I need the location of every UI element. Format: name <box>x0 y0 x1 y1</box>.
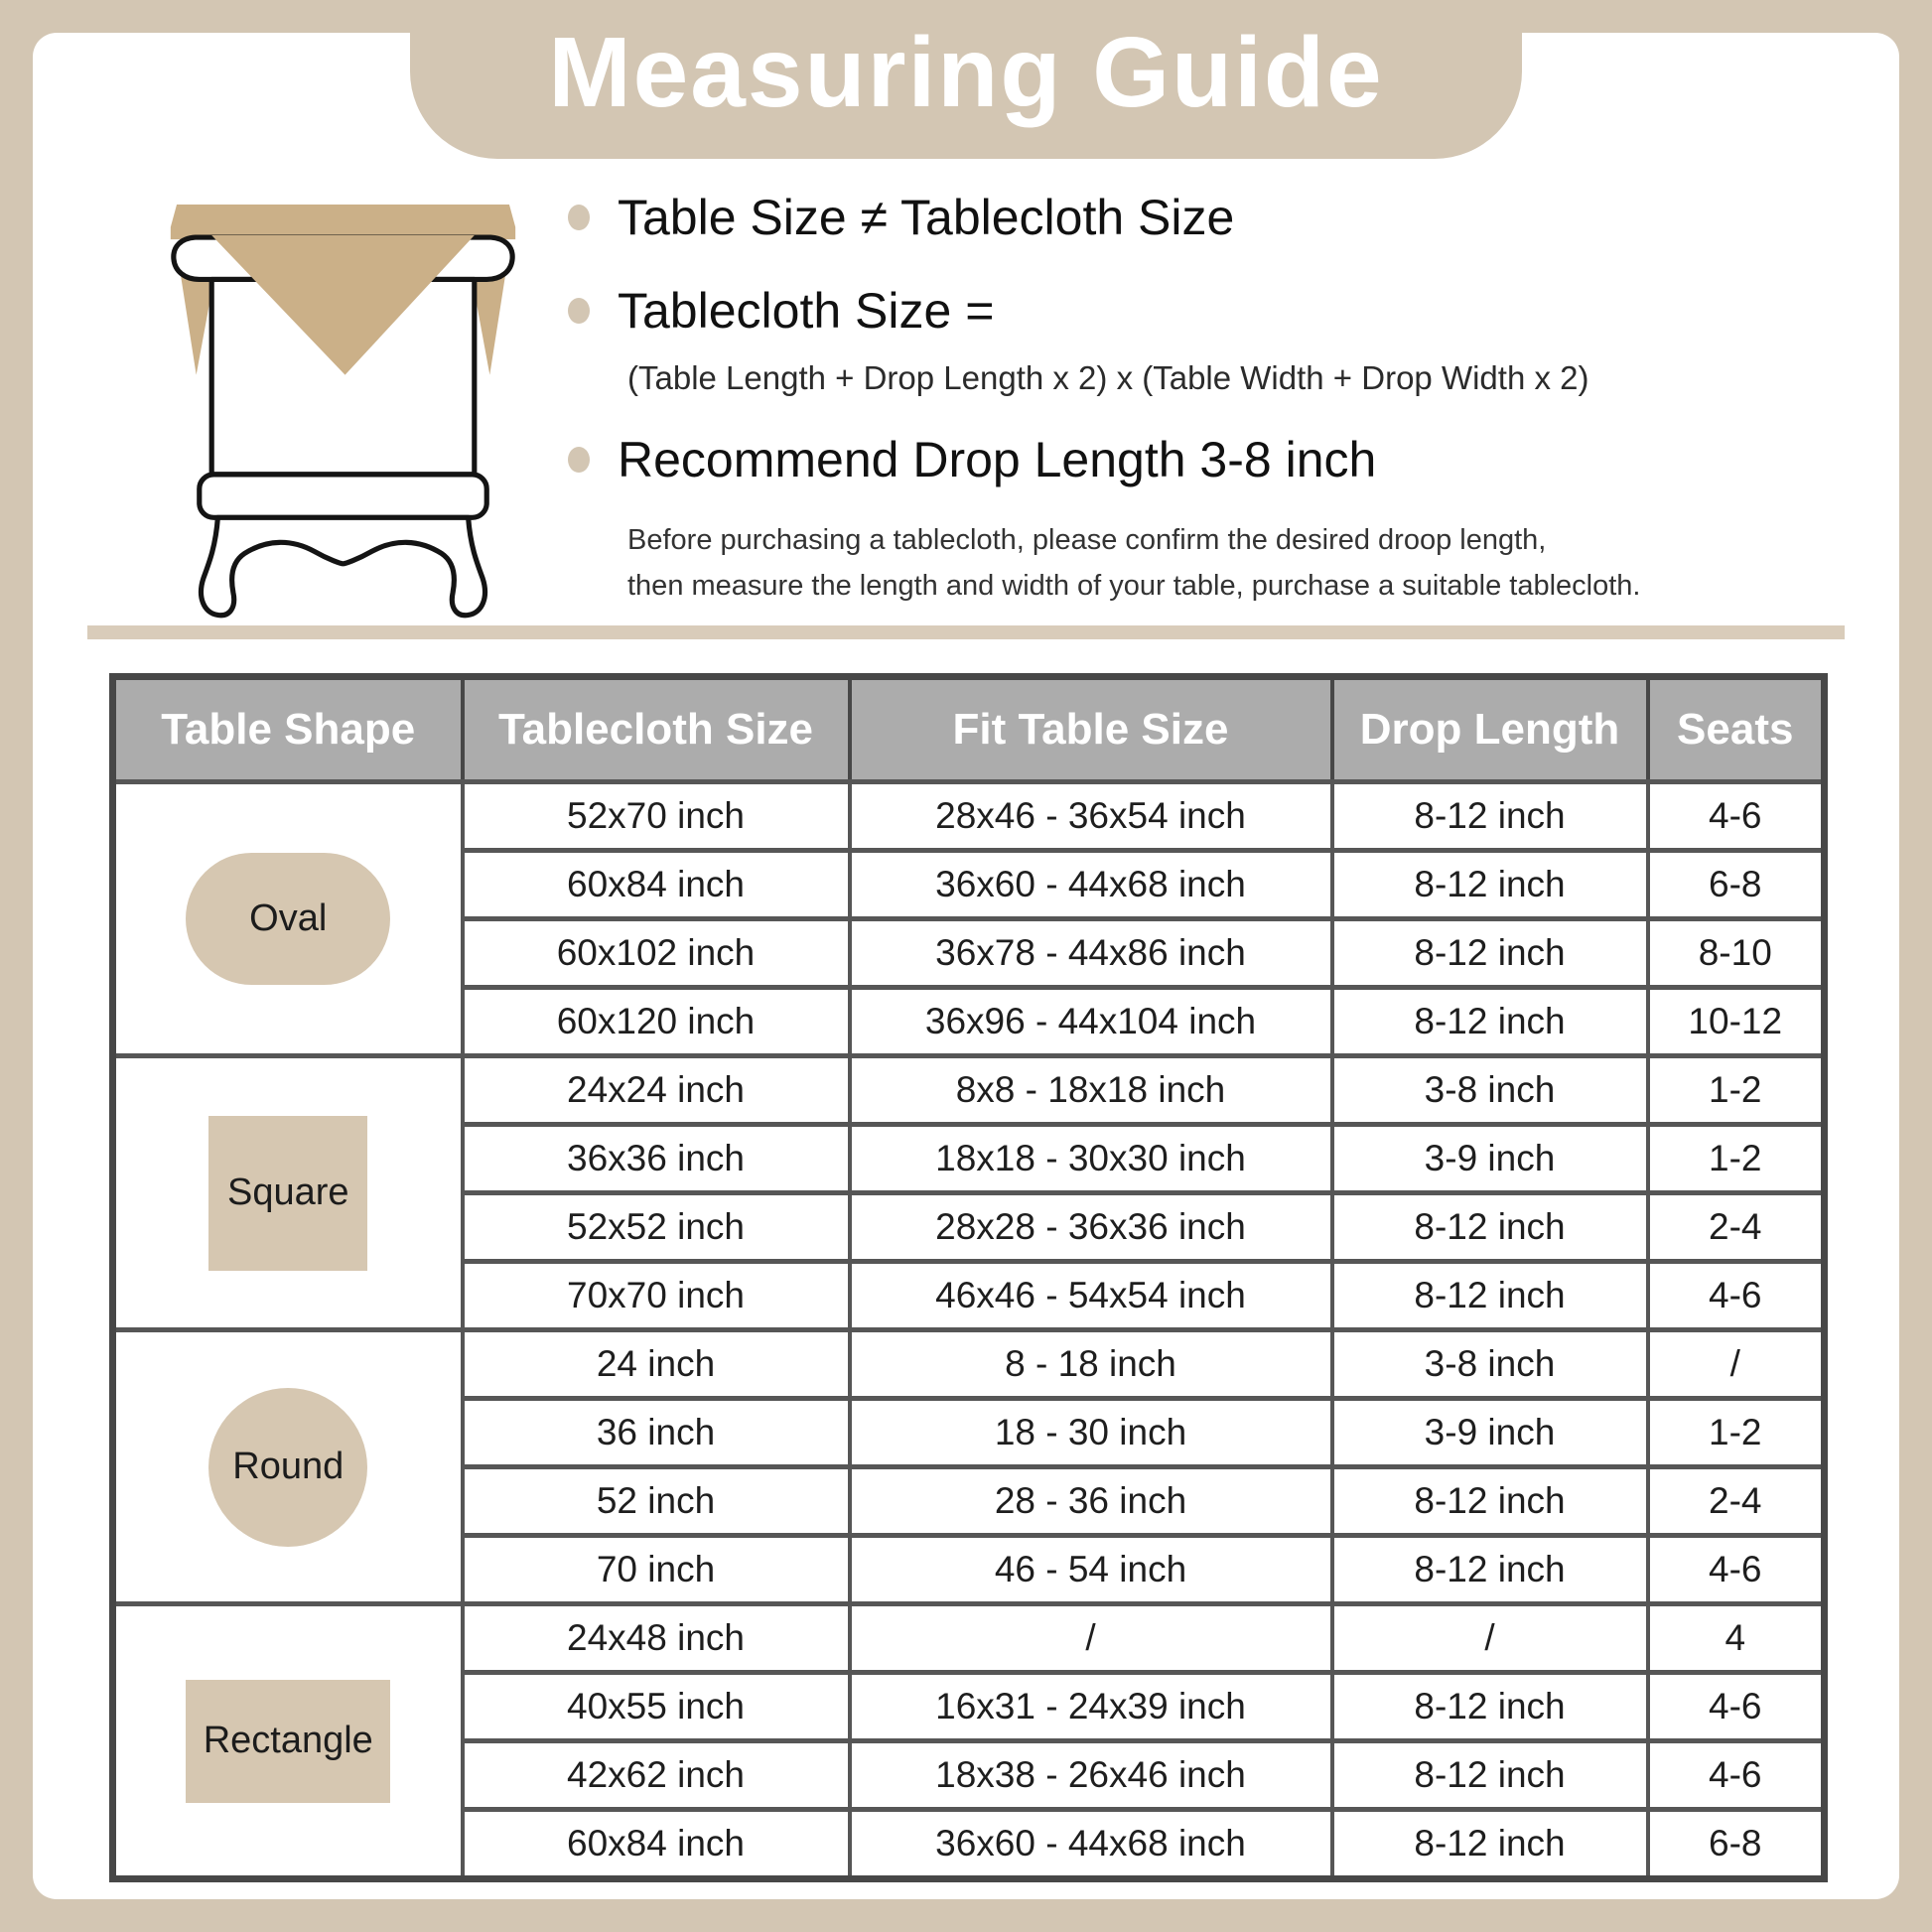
tips-section <box>0 0 1932 635</box>
table-cell: 16x31 - 24x39 inch <box>850 1673 1332 1741</box>
table-row <box>113 1604 1825 1673</box>
tip-text: Table Size ≠ Tablecloth Size <box>618 190 1235 245</box>
table-cell: 4-6 <box>1648 1262 1825 1330</box>
column-header: Seats <box>1648 677 1825 782</box>
table-cell: 2-4 <box>1648 1193 1825 1262</box>
table-cell: 60x120 inch <box>463 988 850 1056</box>
table-cell: 8-12 inch <box>1332 1673 1648 1741</box>
table-cell: 28 - 36 inch <box>850 1467 1332 1536</box>
tip-text: Recommend Drop Length 3-8 inch <box>618 432 1377 487</box>
table-cell: 60x102 inch <box>463 919 850 988</box>
table-cell: / <box>850 1604 1332 1673</box>
table-cell: 24 inch <box>463 1330 850 1399</box>
table-cell: 18 - 30 inch <box>850 1399 1332 1467</box>
shape-cell-round <box>113 1330 463 1604</box>
shape-label: Round <box>232 1446 345 1487</box>
table-cell: 36x96 - 44x104 inch <box>850 988 1332 1056</box>
table-cell: 4-6 <box>1648 782 1825 851</box>
table-cell: 60x84 inch <box>463 1810 850 1879</box>
table-cell: 4 <box>1648 1604 1825 1673</box>
table-header <box>113 677 1825 782</box>
table-cell: 1-2 <box>1648 1125 1825 1193</box>
tip-drop-length <box>568 431 1376 488</box>
column-header: Fit Table Size <box>850 677 1332 782</box>
rectangle-shape-icon <box>186 1680 390 1803</box>
shape-cell-rectangle <box>113 1604 463 1879</box>
table-cell: 70 inch <box>463 1536 850 1604</box>
table-cell: 36x60 - 44x68 inch <box>850 851 1332 919</box>
table-cell: / <box>1332 1604 1648 1673</box>
tip-text: Tablecloth Size = <box>618 283 995 339</box>
table-cell: 70x70 inch <box>463 1262 850 1330</box>
table-cell: 8-12 inch <box>1332 1741 1648 1810</box>
table-cell: 24x48 inch <box>463 1604 850 1673</box>
section-divider <box>87 625 1845 639</box>
table-cell: 3-9 inch <box>1332 1399 1648 1467</box>
table-cell: / <box>1648 1330 1825 1399</box>
table-cell: 4-6 <box>1648 1673 1825 1741</box>
purchase-note-line-2: then measure the length and width of your table, purchase a suitable tablecloth. <box>627 570 1641 602</box>
table-cell: 8-12 inch <box>1332 1536 1648 1604</box>
table-cell: 8-12 inch <box>1332 988 1648 1056</box>
table-cell: 8-12 inch <box>1332 1193 1648 1262</box>
table-cell: 10-12 <box>1648 988 1825 1056</box>
table-row <box>113 1330 1825 1399</box>
table-cell: 1-2 <box>1648 1399 1825 1467</box>
table-cell: 52x52 inch <box>463 1193 850 1262</box>
tablecloth-size-formula: (Table Length + Drop Length x 2) x (Table Width + Drop Width x 2) <box>627 359 1589 396</box>
table-cell: 18x38 - 26x46 inch <box>850 1741 1332 1810</box>
table-cell: 52 inch <box>463 1467 850 1536</box>
table-cell: 3-9 inch <box>1332 1125 1648 1193</box>
table-cell: 36 inch <box>463 1399 850 1467</box>
table-row <box>113 1056 1825 1125</box>
table-cell: 8-12 inch <box>1332 1262 1648 1330</box>
table-cell: 18x18 - 30x30 inch <box>850 1125 1332 1193</box>
column-header: Drop Length <box>1332 677 1648 782</box>
table-cell: 3-8 inch <box>1332 1056 1648 1125</box>
table-row <box>113 782 1825 851</box>
table-cell: 1-2 <box>1648 1056 1825 1125</box>
shape-label: Rectangle <box>203 1720 373 1761</box>
table-cell: 8-12 inch <box>1332 1810 1648 1879</box>
bullet-dot-icon <box>568 447 590 473</box>
table-cell: 46 - 54 inch <box>850 1536 1332 1604</box>
square-shape-icon <box>208 1116 367 1271</box>
table-cell: 8-12 inch <box>1332 919 1648 988</box>
table-cell: 36x78 - 44x86 inch <box>850 919 1332 988</box>
size-chart-table <box>109 673 1828 1882</box>
table-cell: 52x70 inch <box>463 782 850 851</box>
page-title: Measuring Guide <box>548 16 1384 128</box>
oval-shape-icon <box>186 853 390 985</box>
shape-label: Square <box>226 1172 349 1213</box>
column-header: Tablecloth Size <box>463 677 850 782</box>
shape-cell-square <box>113 1056 463 1330</box>
tip-tablecloth-size <box>568 282 994 340</box>
table-cell: 4-6 <box>1648 1741 1825 1810</box>
table-cell: 8-12 inch <box>1332 1467 1648 1536</box>
table-cell: 60x84 inch <box>463 851 850 919</box>
table-cell: 28x46 - 36x54 inch <box>850 782 1332 851</box>
table-cell: 36x60 - 44x68 inch <box>850 1810 1332 1879</box>
round-shape-icon <box>208 1388 367 1547</box>
table-cell: 6-8 <box>1648 851 1825 919</box>
table-cell: 8 - 18 inch <box>850 1330 1332 1399</box>
table-cell: 36x36 inch <box>463 1125 850 1193</box>
header-row <box>113 677 1825 782</box>
table-cell: 28x28 - 36x36 inch <box>850 1193 1332 1262</box>
table-body <box>113 782 1825 1879</box>
shape-label: Oval <box>249 897 328 939</box>
table-cell: 4-6 <box>1648 1536 1825 1604</box>
table-cell: 6-8 <box>1648 1810 1825 1879</box>
table-cell: 8x8 - 18x18 inch <box>850 1056 1332 1125</box>
table-cell: 8-10 <box>1648 919 1825 988</box>
table-cell: 8-12 inch <box>1332 851 1648 919</box>
shape-cell-oval <box>113 782 463 1056</box>
purchase-note-line-1: Before purchasing a tablecloth, please confirm the desired droop length, <box>627 524 1547 556</box>
table-cell: 42x62 inch <box>463 1741 850 1810</box>
bullet-dot-icon <box>568 298 590 324</box>
column-header: Table Shape <box>113 677 463 782</box>
table-cell: 40x55 inch <box>463 1673 850 1741</box>
table-cell: 24x24 inch <box>463 1056 850 1125</box>
table-cell: 3-8 inch <box>1332 1330 1648 1399</box>
table-cell: 8-12 inch <box>1332 782 1648 851</box>
table-cell: 2-4 <box>1648 1467 1825 1536</box>
bullet-dot-icon <box>568 205 590 230</box>
tip-table-size <box>568 189 1234 246</box>
table-cell: 46x46 - 54x54 inch <box>850 1262 1332 1330</box>
